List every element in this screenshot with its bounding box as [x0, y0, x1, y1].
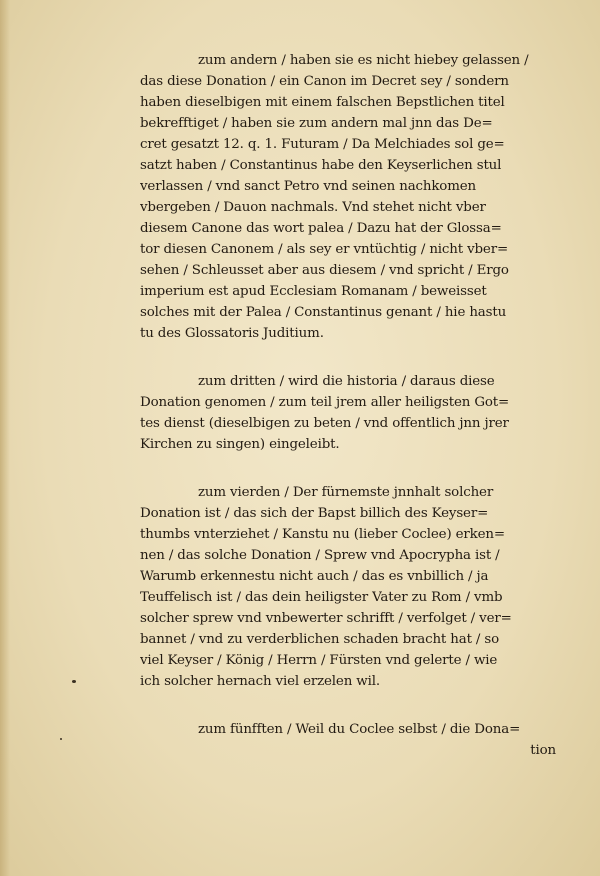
text-line: Warumb erkennestu nicht auch / das es vnbillich / ja — [140, 569, 489, 584]
paragraph-zum-vierden — [140, 482, 580, 692]
text-line: cret gesatzt 12. q. 1. Futuram / Da Melchiades sol ge= — [140, 137, 505, 152]
page-fold-shadow — [0, 0, 10, 876]
paragraph-zum-dritten — [140, 371, 580, 455]
text-line: zum dritten / wird die historia / daraus diese — [198, 374, 495, 389]
text-line: viel Keyser / König / Herrn / Fürsten vnd gelerte / wie — [140, 653, 498, 668]
text-line: sehen / Schleusset aber aus diesem / vnd spricht / Ergo — [140, 263, 509, 278]
text-line: solcher sprew vnd vnbewerter schrifft / verfolget / ver= — [140, 611, 512, 626]
text-line: satzt haben / Constantinus habe den Keyserlichen stul — [140, 158, 502, 173]
ink-spot — [60, 738, 62, 740]
text-line: zum andern / haben sie es nicht hiebey gelassen / — [198, 53, 529, 68]
text-line: bannet / vnd zu verderblichen schaden bracht hat / so — [140, 632, 500, 647]
text-line: ich solcher hernach viel erzelen wil. — [140, 674, 380, 689]
text-line: tes dienst (dieselbigen zu beten / vnd offentlich jnn jrer — [140, 416, 509, 431]
text-line: diesem Canone das wort palea / Dazu hat der Glossa= — [140, 221, 502, 236]
text-line: imperium est apud Ecclesiam Romanam / beweisset — [140, 284, 487, 299]
text-line: haben dieselbigen mit einem falschen Bepstlichen titel — [140, 95, 505, 110]
text-line: Donation ist / das sich der Bapst billich des Keyser= — [140, 506, 489, 521]
text-line: tor diesen Canonem / als sey er vntüchtig / nicht vber= — [140, 242, 509, 257]
text-line: Donation genomen / zum teil jrem aller heiligsten Got= — [140, 395, 510, 410]
catchword: tion — [530, 743, 556, 758]
text-line: bekrefftiget / haben sie zum andern mal jnn das De= — [140, 116, 493, 131]
text-line: thumbs vnterziehet / Kanstu nu (lieber Coclee) erken= — [140, 527, 505, 542]
ink-spot — [72, 680, 76, 683]
text-line: verlassen / vnd sanct Petro vnd seinen nachkomen — [140, 179, 477, 194]
text-line: zum fünfften / Weil du Coclee selbst / die Dona= — [198, 722, 521, 737]
text-line: tu des Glossatoris Juditium. — [140, 326, 324, 341]
text-block — [140, 50, 580, 761]
paragraph-zum-fuenfften — [140, 719, 580, 761]
text-line: solches mit der Palea / Constantinus genant / hie hastu — [140, 305, 507, 320]
text-line: zum vierden / Der fürnemste jnnhalt solcher — [198, 485, 494, 500]
paragraph-zum-andern — [140, 50, 580, 344]
text-line: Teuffelisch ist / das dein heiligster Vater zu Rom / vmb — [140, 590, 503, 605]
text-line: das diese Donation / ein Canon im Decret sey / sondern — [140, 74, 509, 89]
text-line: vbergeben / Dauon nachmals. Vnd stehet nicht vber — [140, 200, 486, 215]
text-line: Kirchen zu singen) eingeleibt. — [140, 437, 340, 452]
text-line: nen / das solche Donation / Sprew vnd Apocrypha ist / — [140, 548, 500, 563]
